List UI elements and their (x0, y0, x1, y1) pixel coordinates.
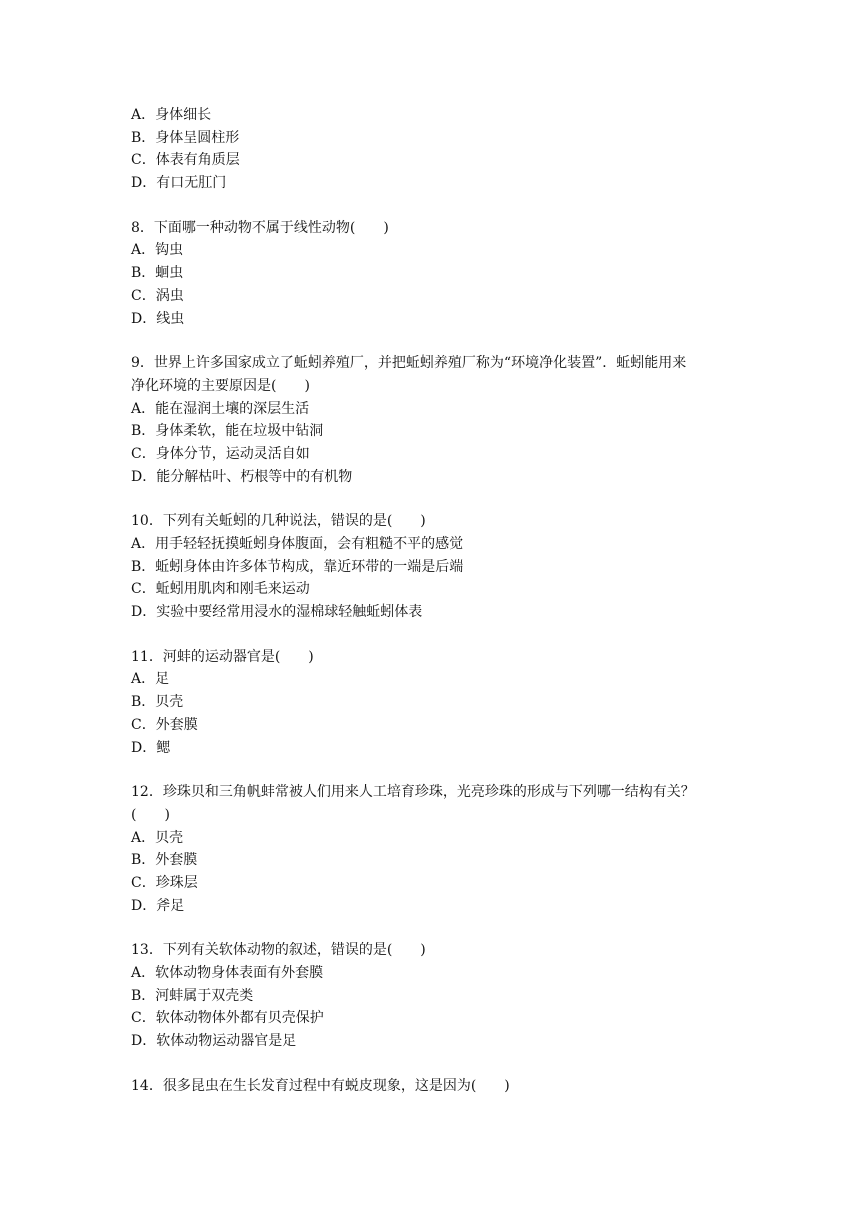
option-b: B．河蚌属于双壳类 (131, 987, 254, 1004)
option-b: B．贝壳 (131, 694, 184, 711)
option-c: C．珍珠层 (131, 874, 198, 891)
option-a: A．贝壳 (131, 829, 184, 846)
question-block (131, 104, 731, 195)
option-c: C．软体动物体外都有贝壳保护 (131, 1010, 324, 1027)
option-d: D．鳃 (131, 739, 171, 756)
option-d: D．有口无肛门 (131, 175, 227, 192)
option-a: A．钩虫 (131, 242, 184, 259)
option-d: D．能分解枯叶、朽根等中的有机物 (131, 468, 353, 485)
option-d: D．实验中要经常用浸水的湿棉球轻触蚯蚓体表 (131, 604, 423, 621)
question-stem-continued: ( ) (131, 806, 170, 823)
option-c: C．涡虫 (131, 287, 184, 304)
option-c: C．外套膜 (131, 716, 198, 733)
question-block (131, 939, 731, 1052)
question-block (131, 781, 731, 917)
option-b: B．身体柔软，能在垃圾中钻洞 (131, 423, 324, 440)
question-stem: 12．珍珠贝和三角帆蚌常被人们用来人工培育珍珠，光亮珍珠的形成与下列哪一结构有关？ (131, 784, 695, 801)
option-b: B．蛔虫 (131, 265, 184, 282)
question-stem: 14．很多昆虫在生长发育过程中有蜕皮现象，这是因为( ) (131, 1077, 510, 1094)
question-stem: 13．下列有关软体动物的叙述，错误的是( ) (131, 942, 426, 959)
option-a: A．足 (131, 671, 170, 688)
option-d: D．线虫 (131, 310, 185, 327)
question-stem-continued: 净化环境的主要原因是( ) (131, 377, 310, 394)
option-a: A．能在湿润土壤的深层生活 (131, 400, 310, 417)
option-b: B．蚯蚓身体由许多体节构成，靠近环带的一端是后端 (131, 558, 464, 575)
option-d: D．软体动物运动器官是足 (131, 1033, 297, 1050)
option-c: C．体表有角质层 (131, 152, 240, 169)
question-stem: 8．下面哪一种动物不属于线性动物( ) (131, 219, 389, 236)
option-a: A．软体动物身体表面有外套膜 (131, 965, 324, 981)
question-stem: 11．河蚌的运动器官是( ) (131, 648, 314, 665)
option-a: A．身体细长 (131, 107, 212, 123)
document-page (131, 104, 731, 1097)
question-block (131, 217, 731, 330)
option-c: C．身体分节，运动灵活自如 (131, 445, 310, 462)
question-block (131, 510, 731, 623)
question-block (131, 352, 731, 488)
option-c: C．蚯蚓用肌肉和刚毛来运动 (131, 581, 310, 598)
question-block (131, 646, 731, 759)
option-b: B．身体呈圆柱形 (131, 129, 240, 146)
question-stem: 9．世界上许多国家成立了蚯蚓养殖厂，并把蚯蚓养殖厂称为“环境净化装置”．蚯蚓能用来 (131, 355, 687, 372)
option-d: D．斧足 (131, 897, 185, 914)
option-a: A．用手轻轻抚摸蚯蚓身体腹面，会有粗糙不平的感觉 (131, 536, 464, 552)
question-stem: 10．下列有关蚯蚓的几种说法，错误的是( ) (131, 513, 426, 530)
question-block (131, 1075, 731, 1098)
option-b: B．外套膜 (131, 852, 198, 869)
